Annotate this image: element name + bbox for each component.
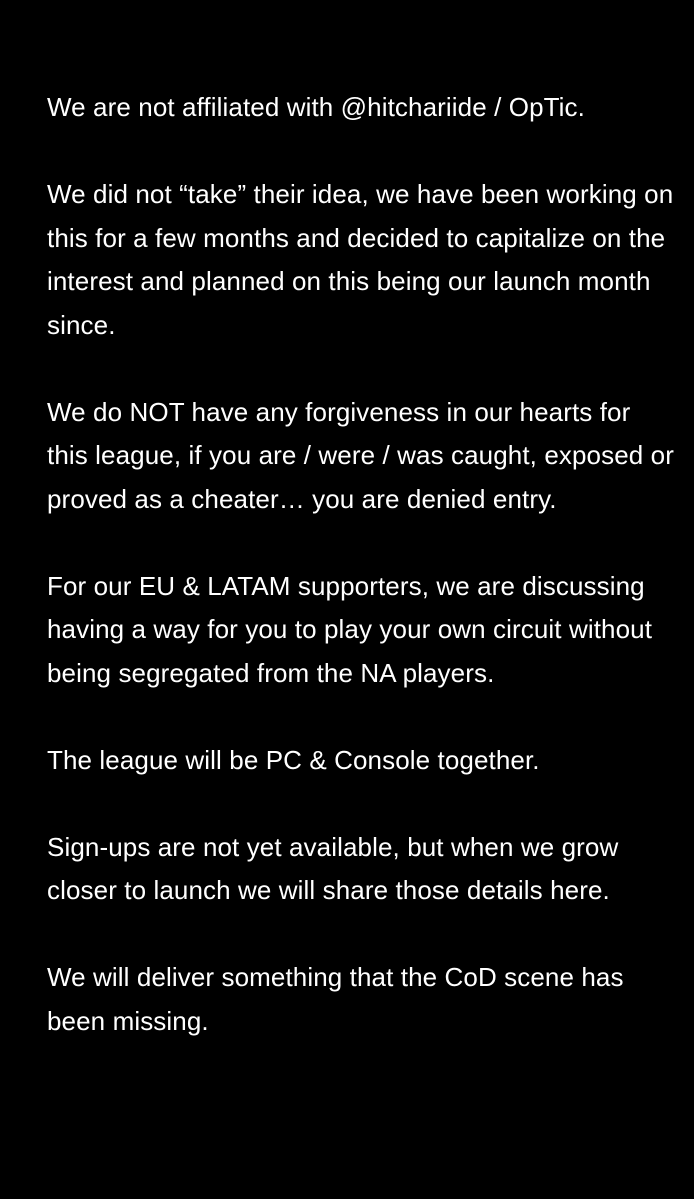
paragraph-signups: Sign-ups are not yet available, but when we grow closer to launch we will share those details here. bbox=[47, 831, 619, 905]
paragraph-idea: We did not “take” their idea, we have been working on this for a few months and decided to capitalize on the interest and planned on this being our launch month since. bbox=[47, 179, 674, 340]
note-body bbox=[47, 86, 677, 1043]
paragraph-cheaters: We do NOT have any forgiveness in our hearts for this league, if you are / were / was caught, exposed or proved as a cheater… you are denied entry. bbox=[47, 396, 674, 514]
paragraph-affiliation: We are not affiliated with @hitchariide / OpTic. bbox=[47, 92, 585, 122]
paragraph-closing: We will deliver something that the CoD scene has been missing. bbox=[47, 962, 624, 1036]
paragraph-platforms: The league will be PC & Console together. bbox=[47, 744, 540, 775]
paragraph-eu-latam: For our EU & LATAM supporters, we are discussing having a way for you to play your own circuit without being segregated from the NA players. bbox=[47, 570, 653, 688]
